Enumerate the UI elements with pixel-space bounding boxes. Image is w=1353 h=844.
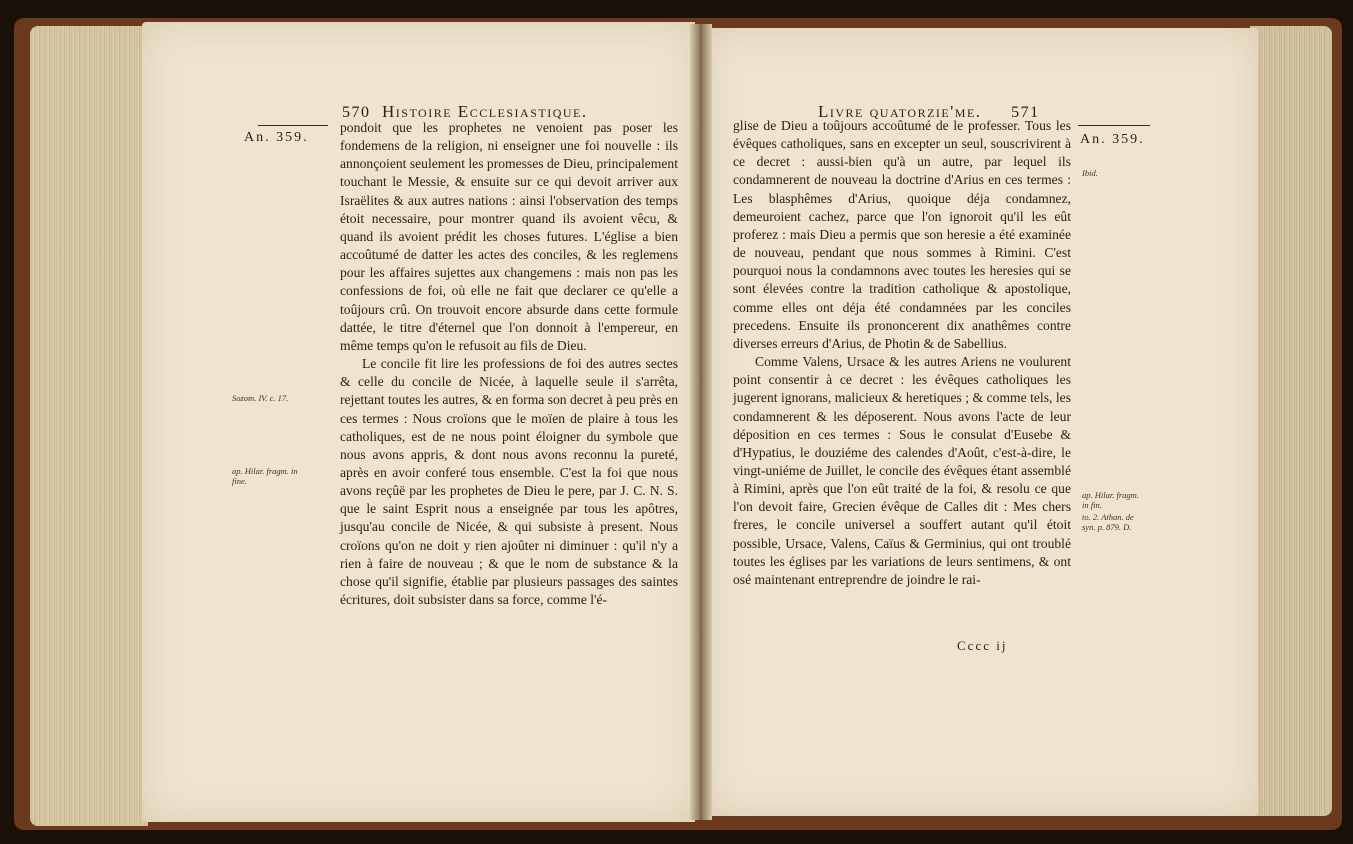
- right-running-title: Livre quatorzie'me.: [818, 102, 982, 121]
- page-edges-right: [1250, 26, 1332, 816]
- left-running-title: Histoire Ecclesiastique.: [382, 102, 588, 121]
- page-edges-left: [30, 26, 148, 826]
- right-margin-note-3: to. 2. Athan. de syn. p. 879. D.: [1082, 512, 1134, 532]
- right-margin-note-2: ap. Hilar. fragm. in fin.: [1082, 490, 1139, 510]
- left-year-label: An. 359.: [244, 130, 309, 145]
- left-margin-note-1: Sozom. IV. c. 17.: [232, 393, 289, 403]
- book-gutter: [690, 24, 712, 820]
- right-paragraph-1: glise de Dieu a toûjours accoûtumé de le professer. Tous les évêques catholiques, sans en excepter un seul, souscrivirent à ce decret : aussi-bien qu'à un autre, par lequel ils condamnerent de nouveau la doctrine d'Arius en ces termes : Les blasphêmes d'Arius, quoique déja condamnez, demeuroient cachez, parce que l'on ignoroit qu'il les eût proferez : mais Dieu a permis que son heresie a été examinée de nouveau, pendant que nous sommes à Rimini. C'est pourquoi nous la condamnons avec toutes les heresies qui se sont élevées contre la tradition catholique & apostolique, comme elles ont déja été condamnées par les conciles precedens. Ensuite ils prononcerent dix anathêmes contre diverses erreurs d'Arius, de Photin & de Sabellius.: [733, 118, 1071, 351]
- right-page-number: 571: [1011, 104, 1040, 121]
- left-margin-note-2: ap. Hilar. fragm. in fine.: [232, 466, 298, 486]
- left-page-number: 570: [342, 104, 371, 121]
- left-paragraph-1: pondoit que les prophetes ne venoient pas poser les fondemens de la religion, ni enseigner une foi nouvelle : ils annonçoient seulement les promesses de Dieu, principalement touchant le Messie, & ensuite sur ce qui devoit arriver aux Israëlites & aux autres nations : ainsi l'observation des temps étoit necessaire, pour montrer quand ils avoient vêcu, & quand ils avoient prédit les choses futures. L'église a bien accoûtumé de datter les actes des conciles, & les reglemens pour les affaires sujettes aux changemens : mais non pas les confessions de foi, où elle ne fait que declarer ce qu'elle a toûjours crû. On trouvoit encore absurde dans cette formule dattée, le titre d'éternel que l'on donnoit à l'empereur, en même temps qu'on le refusoit au fils de Dieu.: [340, 120, 678, 353]
- right-body-text: [733, 117, 1071, 589]
- right-margin-note-1: Ibid.: [1082, 168, 1098, 178]
- right-year-label: An. 359.: [1080, 132, 1145, 147]
- left-year-rule: [258, 125, 328, 126]
- right-paragraph-2: Comme Valens, Ursace & les autres Ariens ne voulurent point consentir à ce decret : les évêques catholiques les jugerent ignorans, malicieux & heretiques ; & comme tels, les condamnerent & les déposerent. Nous avons l'acte de leur déposition en ces termes : Sous le consulat d'Eusebe & d'Hypatius, le douziéme des calendes d'Août, c'est-à-dire, le vingt-uniéme de Juillet, le concile des évêques étant assemblé à Rimini, après que l'on eût traité de la foi, & resolu ce que l'on devoit faire, Grecien évêque de Calles dit : Mes chers freres, le concile universel a souffert autant qu'il étoit possible, Ursace, Valens, Caïus & Germinius, qui ont troublé toutes les églises par les variations de leurs sentimens, & ont osé maintenant entreprendre de joindre le rai-: [733, 354, 1071, 587]
- right-catchword: Cccc ij: [957, 638, 1008, 653]
- right-year-rule: [1078, 125, 1150, 126]
- left-body-text: [340, 119, 678, 609]
- left-paragraph-2: Le concile fit lire les professions de foi des autres sectes & celle du concile de Nicée, à laquelle seule il s'arrêta, rejettant toutes les autres, & en forma son decret à peu près en ces termes : Nous croïons que le moïen de plaire à tous les catholiques, est de ne nous point éloigner du symbole que nous avons appris, & dont nous avons reconnu la pureté, après en avoir conferé tous ensemble. C'est la foi que nous avons reçûë par les prophetes de Dieu le pere, par J. C. N. S. que le saint Esprit nous a enseignée par tous les apôtres, jusqu'au concile de Nicée, & qui subsiste à present. Nous croïons qu'on ne doit y rien ajoûter ni diminuer : qu'il n'y a rien à faire de nouveau ; & que le nom de substance & la chose qu'il signifie, établie par plusieurs passages des saintes écritures, doit subsister dans sa force, comme l'é-: [340, 356, 678, 608]
